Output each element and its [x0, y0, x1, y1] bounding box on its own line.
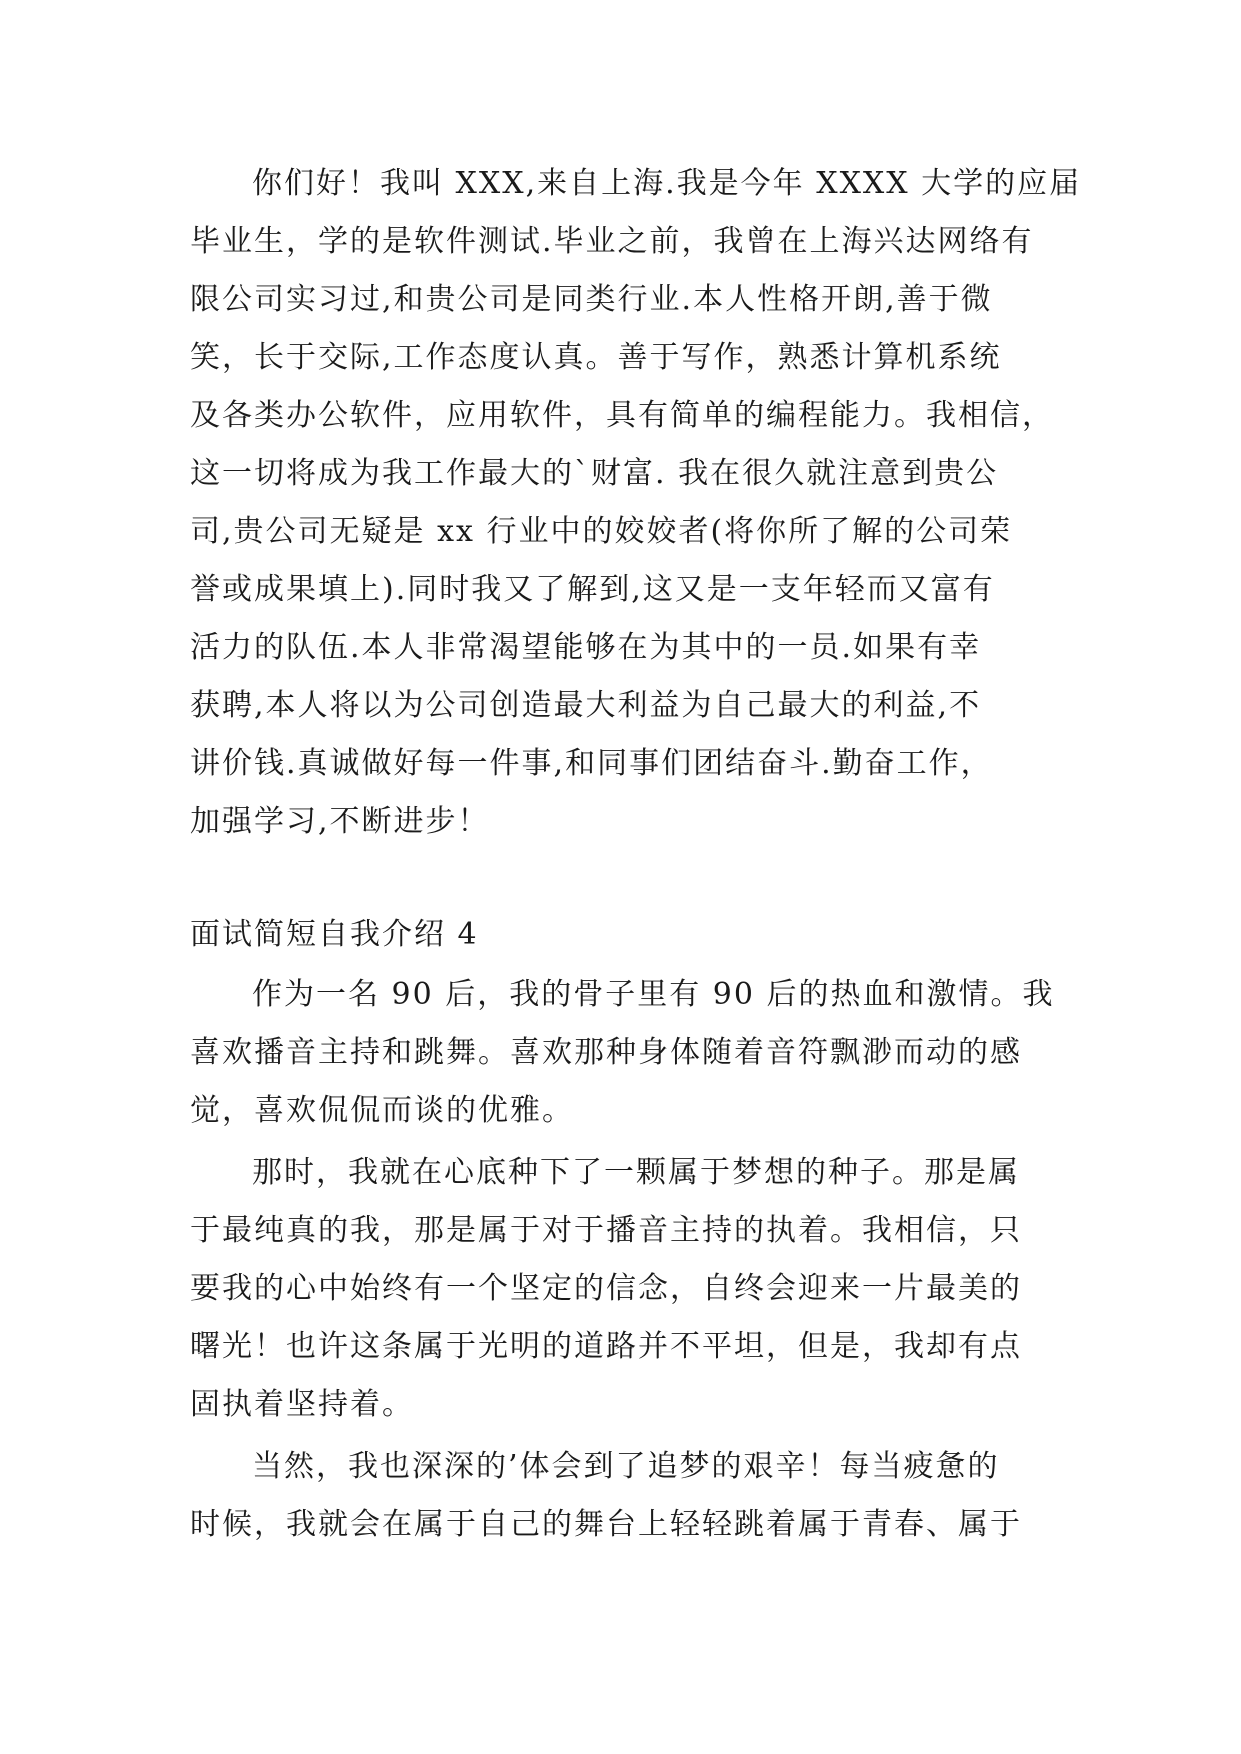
paragraph-line: 作为一名 90 后，我的骨子里有 90 后的热血和激情。我 — [252, 977, 1055, 1012]
paragraph-line: 司,贵公司无疑是 xx 行业中的姣姣者(将你所了解的公司荣 — [190, 514, 1013, 549]
paragraph-line: 当然，我也深深的’体会到了追梦的艰辛！每当疲惫的 — [252, 1449, 1000, 1484]
paragraph-line: 讲价钱.真诚做好每一件事,和同事们团结奋斗.勤奋工作， — [190, 746, 993, 781]
paragraph-line: 你们好！我叫 XXX,来自上海.我是今年 XXXX 大学的应届 — [252, 166, 1082, 201]
section-heading: 面试简短自我介绍 4 — [190, 917, 479, 952]
paragraph-line: 获聘,本人将以为公司创造最大利益为自己最大的利益,不 — [190, 688, 982, 723]
paragraph-line: 固执着坚持着。 — [190, 1387, 414, 1422]
paragraph-line: 觉，喜欢侃侃而谈的优雅。 — [190, 1093, 574, 1128]
paragraph-line: 这一切将成为我工作最大的`财富. 我在很久就注意到贵公 — [190, 456, 999, 491]
paragraph-line: 要我的心中始终有一个坚定的信念，自终会迎来一片最美的 — [190, 1271, 1022, 1306]
paragraph-line: 时候，我就会在属于自己的舞台上轻轻跳着属于青春、属于 — [190, 1507, 1022, 1542]
paragraph-line: 笑，长于交际,工作态度认真。善于写作，熟悉计算机系统 — [190, 340, 1002, 375]
paragraph-line: 誉或成果填上).同时我又了解到,这又是一支年轻而又富有 — [190, 572, 995, 607]
paragraph-line: 及各类办公软件，应用软件，具有简单的编程能力。我相信， — [190, 398, 1054, 433]
paragraph-line: 活力的队伍.本人非常渴望能够在为其中的一员.如果有幸 — [190, 630, 982, 665]
paragraph-line: 那时，我就在心底种下了一颗属于梦想的种子。那是属 — [252, 1155, 1020, 1190]
paragraph-line: 限公司实习过,和贵公司是同类行业.本人性格开朗,善于微 — [190, 282, 993, 317]
paragraph-line: 于最纯真的我，那是属于对于播音主持的执着。我相信，只 — [190, 1213, 1022, 1248]
paragraph-line: 喜欢播音主持和跳舞。喜欢那种身体随着音符飘渺而动的感 — [190, 1035, 1022, 1070]
paragraph-line: 曙光！也许这条属于光明的道路并不平坦，但是，我却有点 — [190, 1329, 1022, 1364]
paragraph-line: 毕业生，学的是软件测试.毕业之前，我曾在上海兴达网络有 — [190, 224, 1034, 259]
paragraph-line: 加强学习,不断进步！ — [190, 804, 490, 839]
